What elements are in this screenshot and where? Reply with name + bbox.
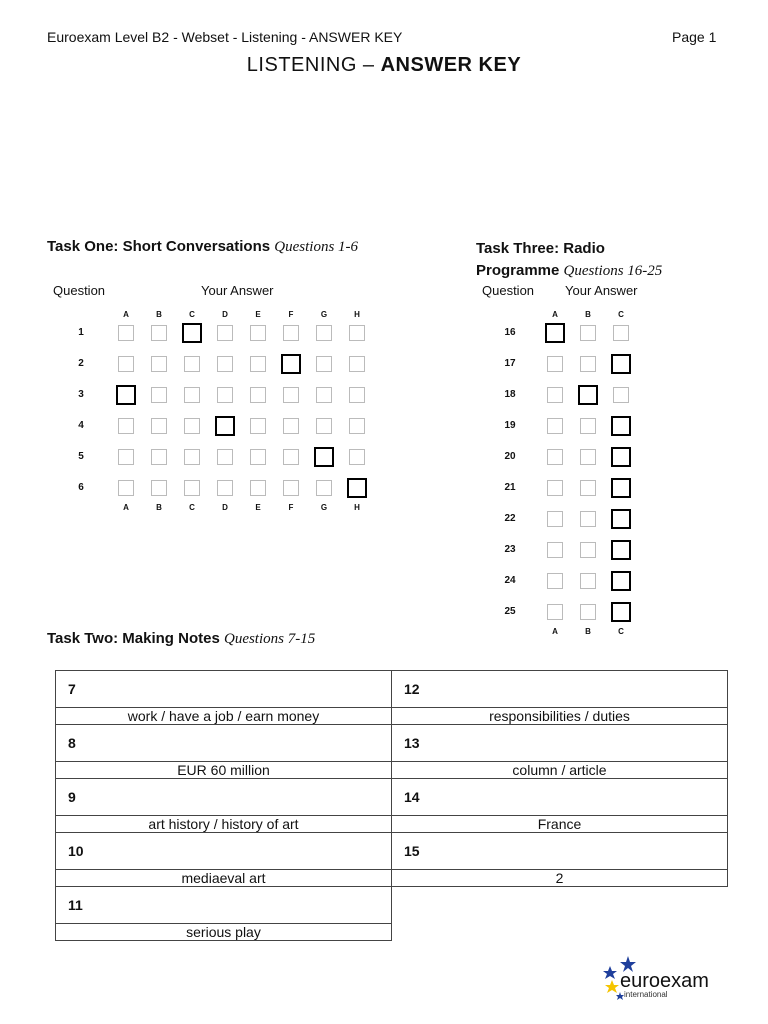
- question-number: 18: [504, 389, 516, 400]
- question-number: 22: [504, 513, 516, 524]
- answer-box-selected: [182, 323, 202, 343]
- note-number: 13: [392, 725, 728, 762]
- logo-name: euroexam: [620, 970, 709, 992]
- question-number: 1: [78, 327, 84, 338]
- answer-box: [151, 325, 167, 341]
- question-number: 21: [504, 482, 516, 493]
- note-answer: responsibilities / duties: [392, 708, 728, 725]
- answer-box-selected: [611, 602, 631, 622]
- answer-box: [184, 418, 200, 434]
- note-answer: column / article: [392, 762, 728, 779]
- answer-box: [118, 325, 134, 341]
- notes-table: [55, 670, 728, 941]
- answer-box: [316, 356, 332, 372]
- column-letter: A: [552, 310, 558, 319]
- column-letter: G: [320, 503, 328, 512]
- answer-box: [547, 542, 563, 558]
- answer-box: [151, 480, 167, 496]
- answer-box-selected: [281, 354, 301, 374]
- task-three-question-label: Question: [482, 283, 535, 298]
- question-number: 19: [504, 420, 516, 431]
- column-letter: B: [156, 310, 162, 319]
- note-answer: EUR 60 million: [56, 762, 392, 779]
- answer-box-selected: [545, 323, 565, 343]
- task-three-questions: Questions 16-25: [563, 263, 663, 279]
- column-letter: C: [618, 627, 624, 636]
- answer-box: [250, 418, 266, 434]
- column-letter: E: [255, 310, 261, 319]
- answer-box: [184, 356, 200, 372]
- answer-box: [250, 449, 266, 465]
- page-number: Page 1: [672, 29, 717, 45]
- note-number: 15: [392, 833, 728, 870]
- answer-box: [349, 449, 365, 465]
- answer-box: [580, 418, 596, 434]
- column-letter: C: [189, 310, 195, 319]
- question-number: 17: [504, 358, 516, 369]
- answer-box: [580, 480, 596, 496]
- task-one-heading: [47, 238, 358, 256]
- answer-box-selected: [611, 478, 631, 498]
- note-number: 10: [56, 833, 392, 870]
- answer-box: [217, 325, 233, 341]
- answer-box: [547, 573, 563, 589]
- task-one-question-label: Question: [53, 283, 106, 298]
- column-letter: C: [189, 503, 195, 512]
- answer-box: [349, 356, 365, 372]
- answer-box: [118, 418, 134, 434]
- note-answer: mediaeval art: [56, 870, 392, 887]
- task-two-title: Task Two: Making Notes: [47, 630, 220, 647]
- answer-box: [184, 449, 200, 465]
- table-row: [56, 924, 728, 941]
- logo-subtitle: international: [624, 990, 668, 999]
- note-number: 7: [56, 671, 392, 708]
- note-number: 9: [56, 779, 392, 816]
- column-letter: H: [354, 503, 360, 512]
- column-letter: E: [255, 503, 261, 512]
- title-bold: ANSWER KEY: [380, 54, 522, 76]
- answer-box: [250, 325, 266, 341]
- answer-box: [118, 480, 134, 496]
- column-letter: D: [222, 503, 228, 512]
- question-number: 3: [78, 389, 84, 400]
- answer-box: [580, 356, 596, 372]
- answer-box: [283, 480, 299, 496]
- question-number: 16: [504, 327, 516, 338]
- answer-box: [613, 325, 629, 341]
- answer-box: [580, 511, 596, 527]
- answer-box-selected: [611, 540, 631, 560]
- answer-box: [283, 325, 299, 341]
- answer-box: [316, 480, 332, 496]
- task-three-title-line2: Programme: [476, 262, 560, 279]
- answer-box: [316, 418, 332, 434]
- answer-box: [250, 387, 266, 403]
- note-answer: work / have a job / earn money: [56, 708, 392, 725]
- question-number: 4: [78, 420, 84, 431]
- answer-box: [547, 511, 563, 527]
- answer-box: [151, 356, 167, 372]
- answer-box: [349, 325, 365, 341]
- column-letter: F: [288, 310, 294, 319]
- answer-box: [580, 604, 596, 620]
- task-one-title: Task One: Short Conversations: [47, 238, 271, 255]
- table-row: [56, 870, 728, 887]
- column-letter: A: [123, 310, 129, 319]
- question-number: 24: [504, 575, 516, 586]
- answer-box-selected: [116, 385, 136, 405]
- question-number: 25: [504, 606, 516, 617]
- column-letter: C: [618, 310, 624, 319]
- column-letter: B: [585, 627, 591, 636]
- column-letter: B: [585, 310, 591, 319]
- title-prefix: LISTENING –: [246, 54, 381, 76]
- answer-box: [151, 449, 167, 465]
- answer-box: [151, 418, 167, 434]
- task-two-heading: [47, 630, 315, 648]
- answer-box: [217, 480, 233, 496]
- answer-box-selected: [611, 354, 631, 374]
- answer-box-selected: [611, 447, 631, 467]
- answer-box: [217, 449, 233, 465]
- answer-box: [283, 387, 299, 403]
- answer-box: [184, 480, 200, 496]
- note-number: 8: [56, 725, 392, 762]
- answer-box: [547, 480, 563, 496]
- task-three-heading: [476, 238, 662, 282]
- answer-box: [118, 449, 134, 465]
- table-row: [56, 671, 728, 708]
- note-number: 11: [56, 887, 392, 924]
- task-three-title-line1: Task Three: Radio: [476, 240, 605, 257]
- answer-box-selected: [578, 385, 598, 405]
- answer-box-selected: [611, 571, 631, 591]
- note-answer: serious play: [56, 924, 392, 941]
- table-row: [56, 725, 728, 762]
- answer-box: [151, 387, 167, 403]
- answer-box: [349, 418, 365, 434]
- answer-box: [118, 356, 134, 372]
- question-number: 6: [78, 482, 84, 493]
- task-three-answer-label: Your Answer: [565, 283, 638, 298]
- column-letter: D: [222, 310, 228, 319]
- answer-box-selected: [611, 416, 631, 436]
- answer-box: [184, 387, 200, 403]
- answer-box: [580, 573, 596, 589]
- column-letter: B: [156, 503, 162, 512]
- note-answer: 2: [392, 870, 728, 887]
- empty-cell: [392, 887, 728, 924]
- table-row: [56, 779, 728, 816]
- note-answer: France: [392, 816, 728, 833]
- answer-box-selected: [215, 416, 235, 436]
- answer-box: [349, 387, 365, 403]
- answer-box: [547, 604, 563, 620]
- answer-box: [580, 449, 596, 465]
- answer-box: [547, 418, 563, 434]
- task-one-questions: Questions 1-6: [274, 239, 359, 255]
- euroexam-logo: [598, 954, 728, 1004]
- answer-box: [580, 542, 596, 558]
- task-two-questions: Questions 7-15: [223, 631, 316, 647]
- question-number: 23: [504, 544, 516, 555]
- note-number: 12: [392, 671, 728, 708]
- answer-box-selected: [314, 447, 334, 467]
- column-letter: H: [354, 310, 360, 319]
- page-title: [0, 54, 768, 77]
- column-letter: G: [320, 310, 328, 319]
- table-row: [56, 833, 728, 870]
- answer-box-selected: [611, 509, 631, 529]
- answer-box: [250, 480, 266, 496]
- column-letter: A: [552, 627, 558, 636]
- answer-box: [547, 356, 563, 372]
- answer-box: [217, 387, 233, 403]
- answer-box: [613, 387, 629, 403]
- table-row: [56, 816, 728, 833]
- question-number: 5: [78, 451, 84, 462]
- answer-box: [283, 418, 299, 434]
- note-number: 14: [392, 779, 728, 816]
- answer-box: [547, 449, 563, 465]
- answer-box: [547, 387, 563, 403]
- question-number: 2: [78, 358, 84, 369]
- column-letter: F: [288, 503, 294, 512]
- task-one-answer-label: Your Answer: [201, 283, 274, 298]
- answer-box: [217, 356, 233, 372]
- answer-box: [283, 449, 299, 465]
- page-header-left: Euroexam Level B2 - Webset - Listening - ANSWER KEY: [47, 29, 403, 45]
- answer-box-selected: [347, 478, 367, 498]
- table-row: [56, 708, 728, 725]
- answer-box: [316, 387, 332, 403]
- empty-cell: [392, 924, 728, 941]
- answer-box: [580, 325, 596, 341]
- answer-box: [316, 325, 332, 341]
- table-row: [56, 762, 728, 779]
- question-number: 20: [504, 451, 516, 462]
- note-answer: art history / history of art: [56, 816, 392, 833]
- table-row: [56, 887, 728, 924]
- column-letter: A: [123, 503, 129, 512]
- answer-box: [250, 356, 266, 372]
